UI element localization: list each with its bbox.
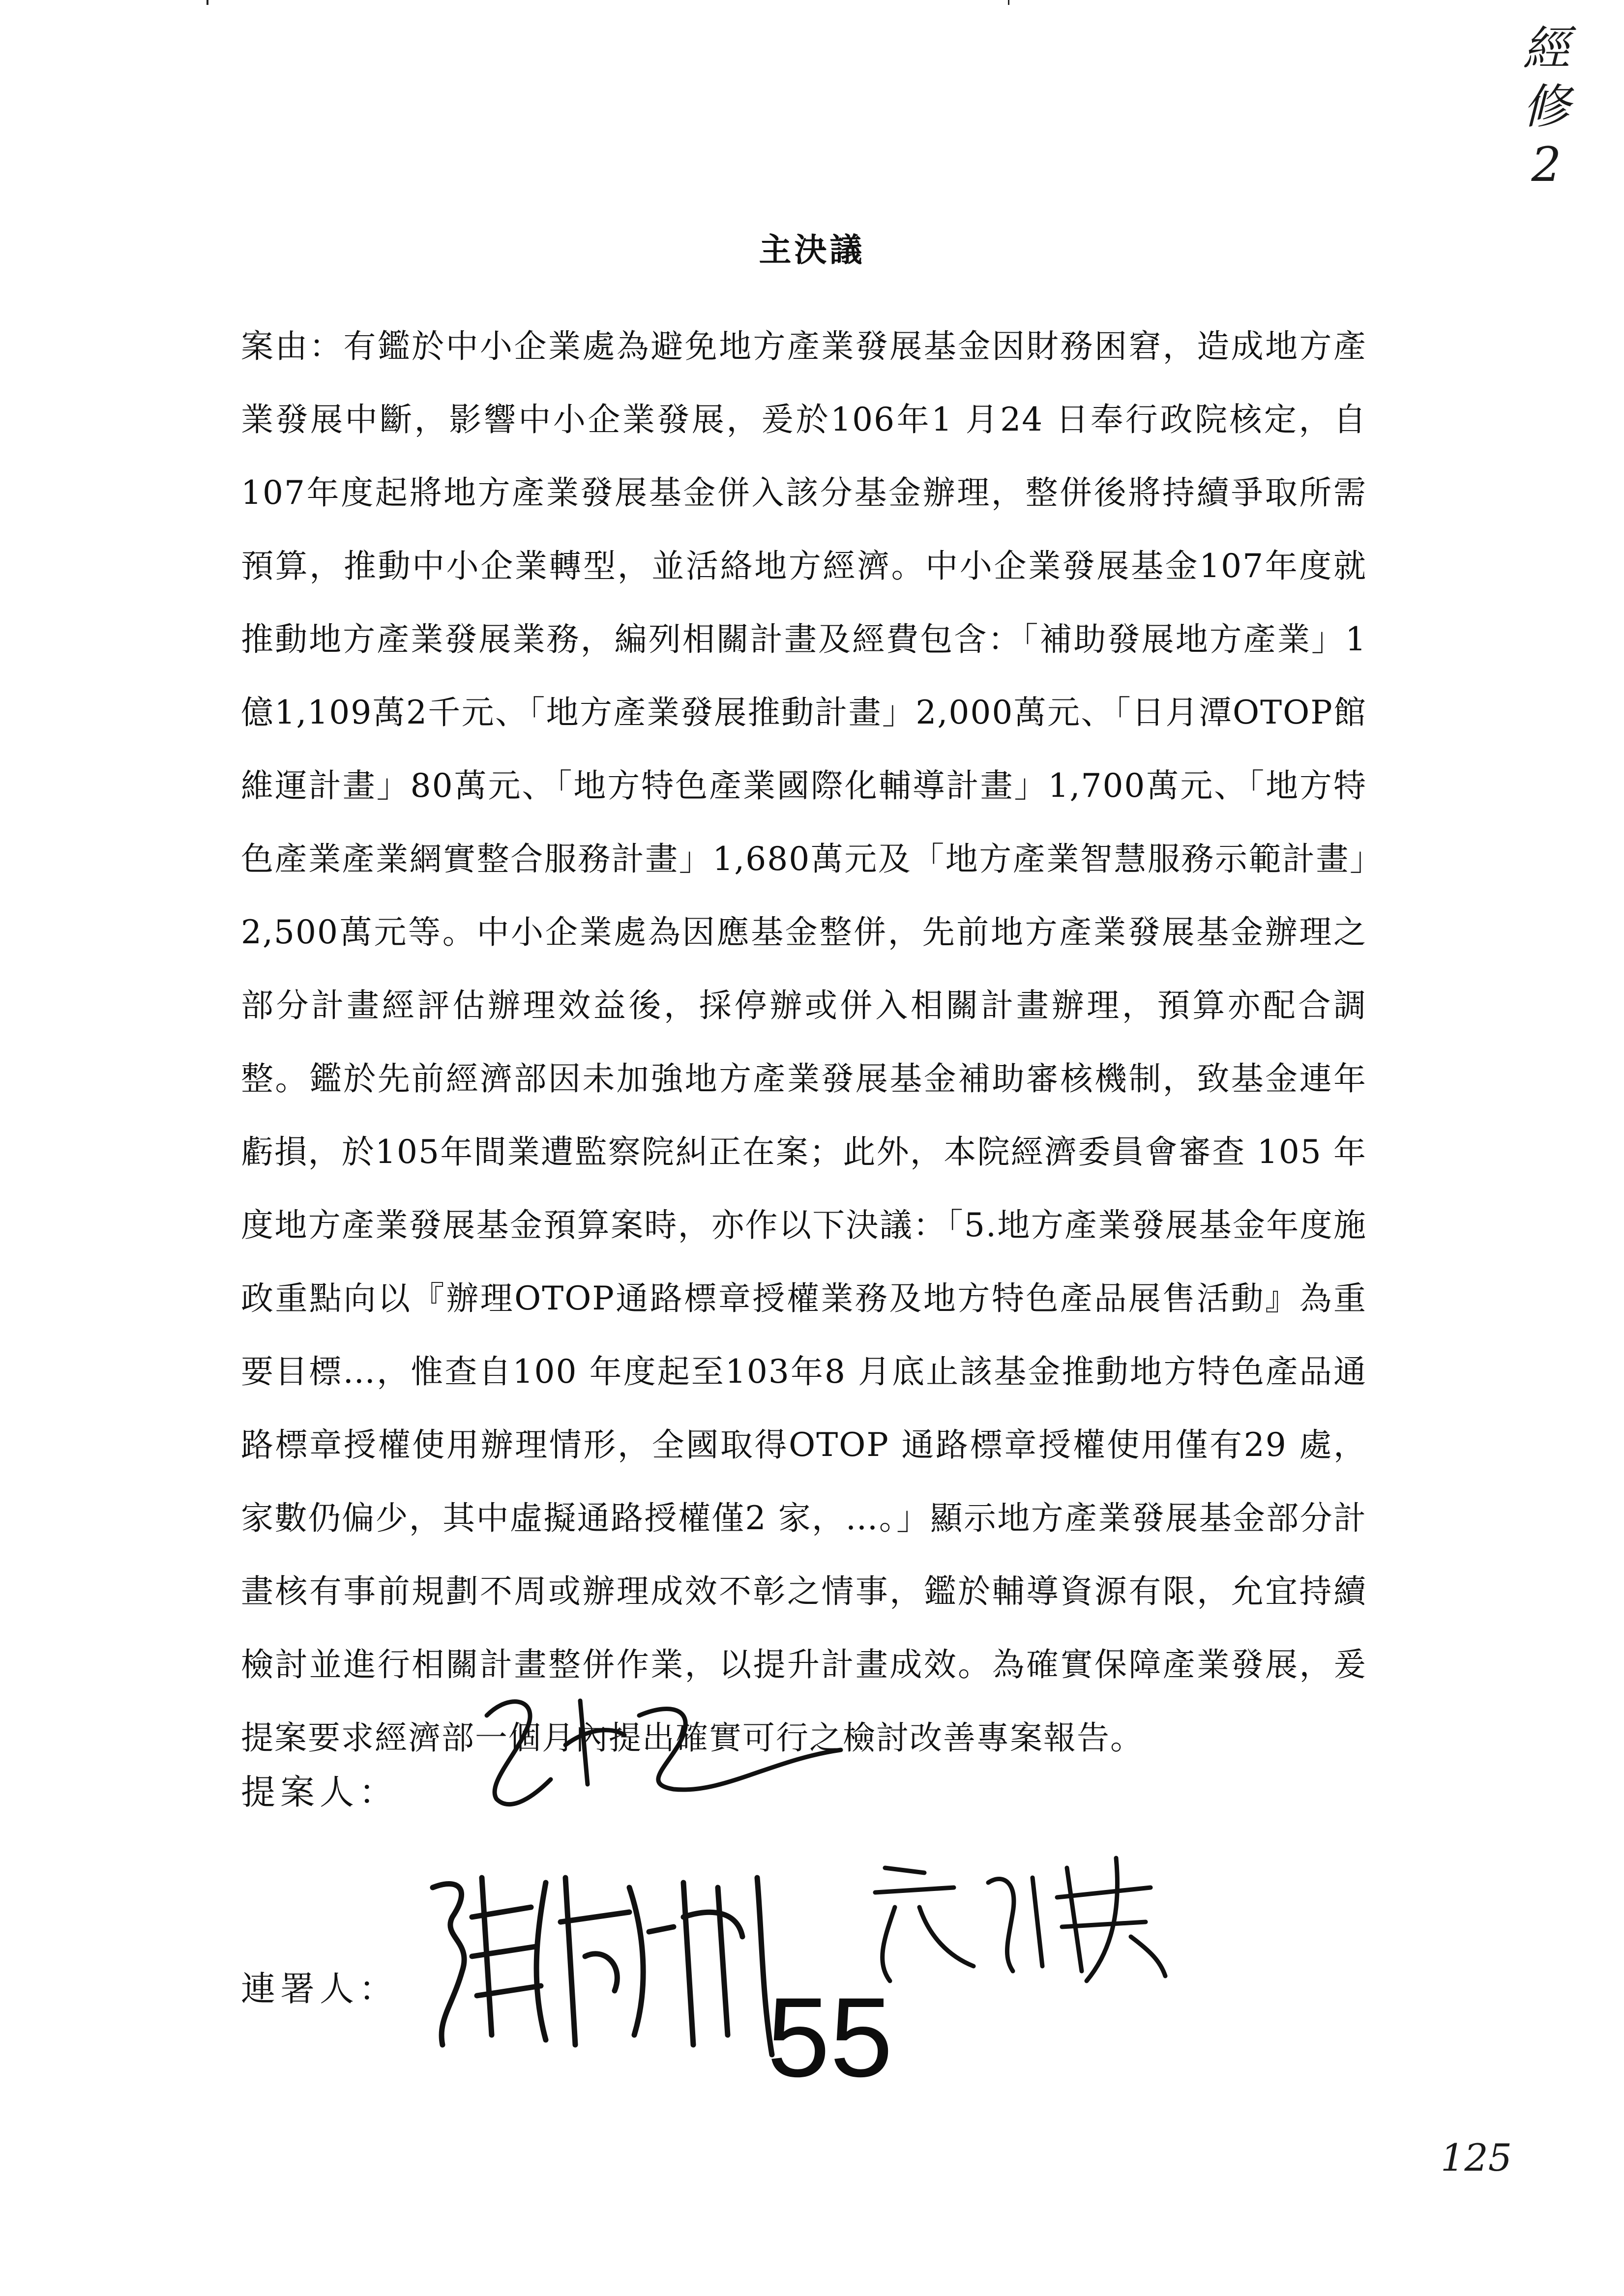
page-number: 125 <box>1441 2136 1512 2180</box>
handwritten-code-line: 2 <box>1531 137 1562 192</box>
scan-edge-mark <box>207 0 208 5</box>
scan-edge-mark <box>1008 0 1009 5</box>
resolution-body <box>241 310 1367 1774</box>
handwritten-code-line: 經 <box>1523 21 1570 76</box>
cosigner-signature <box>856 1838 1170 1991</box>
case-text: 有鑑於中小企業處為避免地方產業發展基金因財務困窘，造成地方產業發展中斷，影響中小企業發展，爰於106年1 月24 日奉行政院核定，自107年度起將地方產業發展基金併入該分基金辦理，整併後將持續爭取所需預算，推動中小企業轉型，並活絡地方經濟。中小企業發展基金107年度就推動地方產業發展業務，編列相關計畫及經費包含：「補助發展地方產業」1億1,109萬2千元、「地方產業發展推動計畫」2,000萬元、「日月潭OTOP館維運計畫」80萬元、「地方特色產業國際化輔導計畫」1,700萬元、「地方特色產業產業網實整合服務計畫」1,680萬元及「地方產業智慧服務示範計畫」2,500萬元等。中小企業處為因應基金整併，先前地方產業發展基金辦理之部分計畫經評估辦理效益後，採停辦或併入相關計畫辦理，預算亦配合調整。鑑於先前經濟部因未加強地方產業發展基金補助審核機制，致基金連年虧損，於105年間業遭監察院糾正在案；此外，本院經濟委員會審查 105 年度地方產業發展基金預算案時，亦作以下決議：「5.地方產業發展基金年度施政重點向以『辦理OTOP通路標章授權業務及地方特色產品展售活動』為重要目標…，惟查自100 年度起至103年8 月底止該基金推動地方特色產品通路標章授權使用辦理情形，全國取得OTOP 通路標章授權使用僅有29 處，家數仍偏少，其中虛擬通路授權僅2 家，…。」顯示地方產業發展基金部分計畫核有事前規劃不周或辦理成效不彰之情事，鑑於輔導資源有限，允宜持續檢討並進行相關計畫整併作業，以提升計畫成效。為確實保障產業發展，爰提案要求經濟部一個月內提出確實可行之檢討改善專案報告。 <box>241 327 1367 1757</box>
proposer-signature <box>467 1671 860 1843</box>
proposer-label: 提案人： <box>241 1772 398 1812</box>
cosigner-label: 連署人： <box>241 1969 398 2009</box>
document-title: 主決議 <box>759 231 865 269</box>
case-label: 案由： <box>241 327 344 365</box>
handwritten-file-code <box>1517 20 1576 194</box>
cosigner-signature <box>418 1858 792 2064</box>
cosigner-count: 55 <box>767 1974 893 2100</box>
handwritten-code-line: 修 <box>1523 79 1570 134</box>
